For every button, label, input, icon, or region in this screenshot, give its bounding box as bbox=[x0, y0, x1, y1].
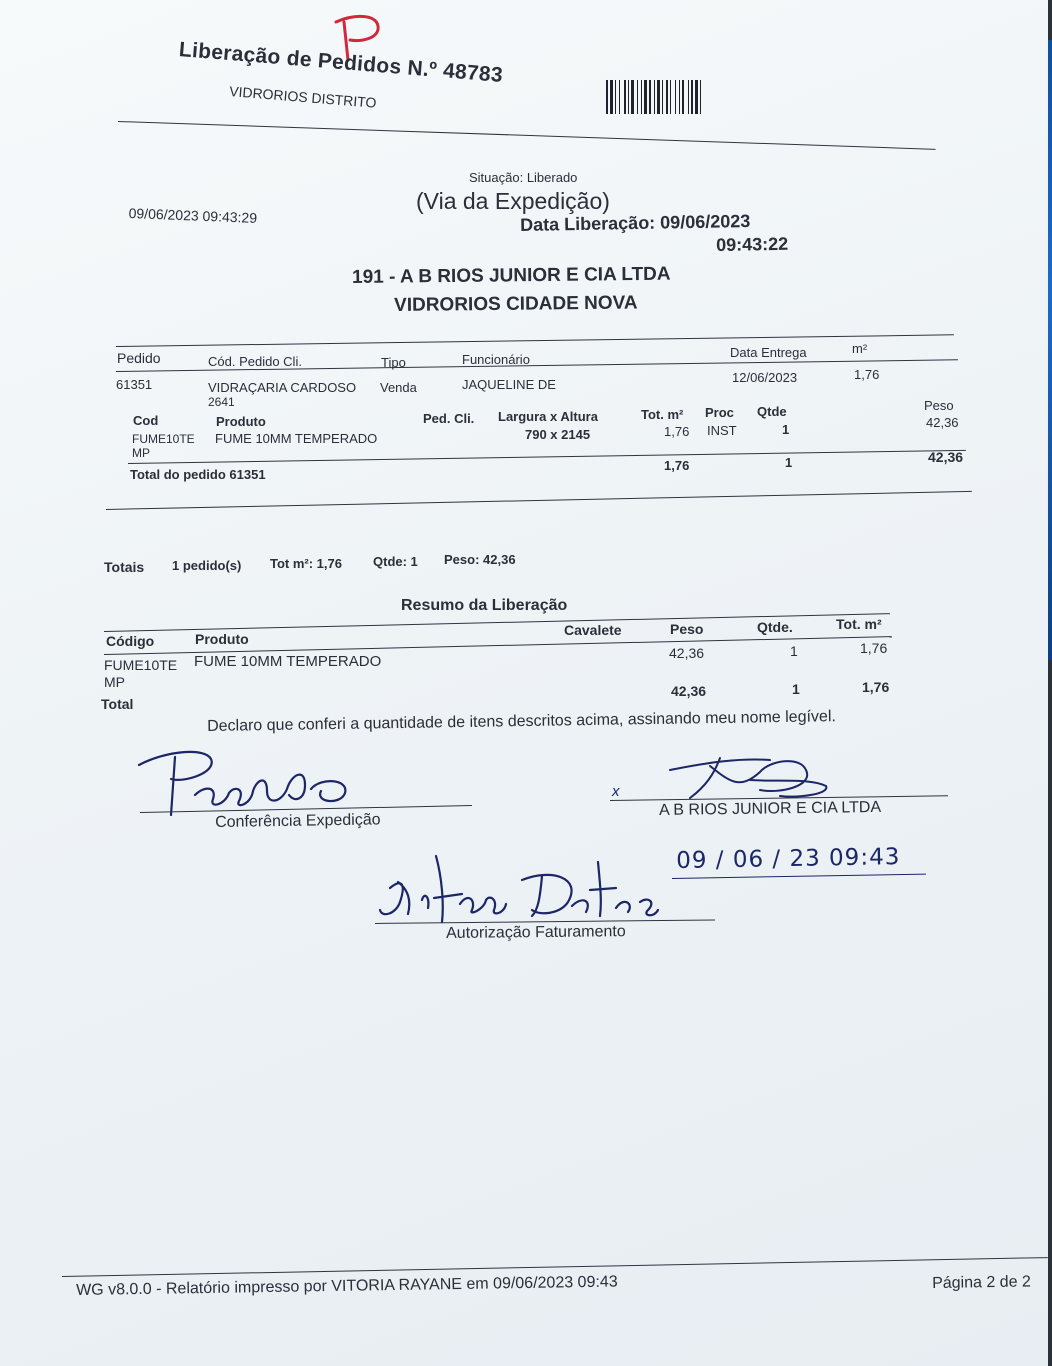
totals-m2: Tot m²: 1,76 bbox=[270, 556, 342, 571]
order-total-rule bbox=[128, 450, 966, 464]
order-table-bottom-rule bbox=[106, 491, 972, 510]
declaration-text: Declaro que conferi a quantidade de itens descritos acima, assinando meu nome legível. bbox=[207, 708, 837, 735]
order-total-m2: 1,76 bbox=[664, 458, 690, 473]
handwritten-date: 09 / 06 / 23 09:43 bbox=[676, 844, 901, 874]
summary-total-tot-m2: 1,76 bbox=[862, 679, 890, 695]
document-title: Liberação de Pedidos N.º 48783 bbox=[178, 38, 504, 87]
autorizacao-signature bbox=[372, 848, 662, 928]
situacao-text: Situação: Liberado bbox=[469, 170, 578, 185]
header-cod-pedido-cli: Cód. Pedido Cli. bbox=[208, 354, 302, 369]
item-dimensoes: 790 x 2145 bbox=[525, 427, 591, 442]
summary-header-produto: Produto bbox=[195, 631, 249, 647]
order-total-label: Total do pedido 61351 bbox=[130, 467, 266, 482]
item-qtde: 1 bbox=[782, 422, 790, 437]
client-branch: VIDRORIOS CIDADE NOVA bbox=[394, 292, 638, 316]
row-cod-pedido-cli: VIDRAÇARIA CARDOSO bbox=[208, 380, 357, 395]
row-tipo: Venda bbox=[380, 380, 417, 395]
hora-liberacao: 09:43:22 bbox=[716, 233, 789, 255]
totals-label: Totais bbox=[104, 559, 145, 575]
row-data-entrega: 12/06/2023 bbox=[732, 370, 798, 385]
order-total-peso: 42,36 bbox=[928, 449, 964, 465]
client-name: 191 - A B RIOS JUNIOR E CIA LTDA bbox=[352, 263, 671, 288]
summary-total-qtde: 1 bbox=[792, 681, 800, 697]
row-funcionario: JAQUELINE DE bbox=[462, 377, 556, 392]
barcode bbox=[604, 76, 746, 118]
totals-pedidos: 1 pedido(s) bbox=[172, 558, 242, 573]
summary-header-qtde: Qtde. bbox=[757, 619, 793, 635]
footer-page-number: Página 2 de 2 bbox=[932, 1273, 1032, 1292]
summary-row-tot-m2: 1,76 bbox=[860, 640, 888, 656]
order-table-top-rule bbox=[116, 334, 954, 347]
summary-row-codigo-2: MP bbox=[104, 674, 125, 690]
via-text: (Via da Expedição) bbox=[416, 188, 610, 214]
handwritten-date-underline bbox=[672, 874, 926, 879]
row-cod-pedido-cli-2: 2641 bbox=[208, 395, 235, 409]
header-funcionario: Funcionário bbox=[462, 352, 530, 367]
item-header-peso: Peso bbox=[924, 398, 954, 413]
item-header-cod: Cod bbox=[133, 413, 159, 428]
summary-header-codigo: Código bbox=[106, 633, 155, 649]
item-header-dimensoes: Largura x Altura bbox=[498, 409, 598, 424]
item-cod-2: MP bbox=[132, 446, 150, 460]
header-pedido: Pedido bbox=[117, 350, 161, 366]
row-pedido: 61351 bbox=[116, 377, 153, 392]
company-name: VIDRORIOS DISTRITO bbox=[228, 83, 378, 111]
header-m2: m² bbox=[852, 341, 868, 356]
order-total-qtde: 1 bbox=[785, 455, 793, 470]
item-tot-m2: 1,76 bbox=[664, 424, 690, 439]
summary-row-codigo: FUME10TE bbox=[104, 657, 178, 673]
row-m2: 1,76 bbox=[854, 367, 880, 382]
printed-at: 09/06/2023 09:43:29 bbox=[128, 205, 258, 226]
header-rule bbox=[118, 121, 936, 150]
client-signature-x: x bbox=[612, 783, 620, 800]
item-header-tot-m2: Tot. m² bbox=[641, 407, 684, 422]
header-data-entrega: Data Entrega bbox=[730, 345, 807, 360]
item-header-produto: Produto bbox=[216, 414, 266, 429]
summary-total-label: Total bbox=[101, 696, 134, 712]
summary-row-produto: FUME 10MM TEMPERADO bbox=[194, 653, 382, 670]
summary-total-peso: 42,36 bbox=[671, 683, 707, 699]
conferencia-label: Conferência Expedição bbox=[215, 811, 381, 831]
item-header-proc: Proc bbox=[705, 405, 734, 420]
summary-header-cavalete: Cavalete bbox=[564, 622, 622, 638]
item-cod: FUME10TE bbox=[132, 432, 195, 446]
client-label: A B RIOS JUNIOR E CIA LTDA bbox=[659, 798, 882, 819]
item-header-qtde: Qtde bbox=[757, 404, 787, 419]
summary-title: Resumo da Liberação bbox=[401, 597, 568, 614]
totals-peso: Peso: 42,36 bbox=[444, 552, 516, 567]
item-header-ped-cli: Ped. Cli. bbox=[423, 411, 475, 426]
summary-header-tot-m2: Tot. m² bbox=[836, 616, 882, 632]
summary-row-peso: 42,36 bbox=[669, 645, 705, 661]
totals-qtde: Qtde: 1 bbox=[373, 554, 418, 569]
data-liberacao: Data Liberação: 09/06/2023 bbox=[520, 210, 751, 235]
autorizacao-label: Autorização Faturamento bbox=[446, 923, 626, 942]
item-peso: 42,36 bbox=[926, 415, 959, 430]
item-produto: FUME 10MM TEMPERADO bbox=[215, 431, 378, 446]
summary-header-peso: Peso bbox=[670, 621, 704, 637]
footer-printed-by: WG v8.0.0 - Relatório impresso por VITORIA RAYANE em 09/06/2023 09:43 bbox=[76, 1273, 618, 1299]
summary-row-qtde: 1 bbox=[790, 643, 798, 659]
item-proc: INST bbox=[707, 423, 737, 438]
header-tipo: Tipo bbox=[381, 355, 406, 370]
